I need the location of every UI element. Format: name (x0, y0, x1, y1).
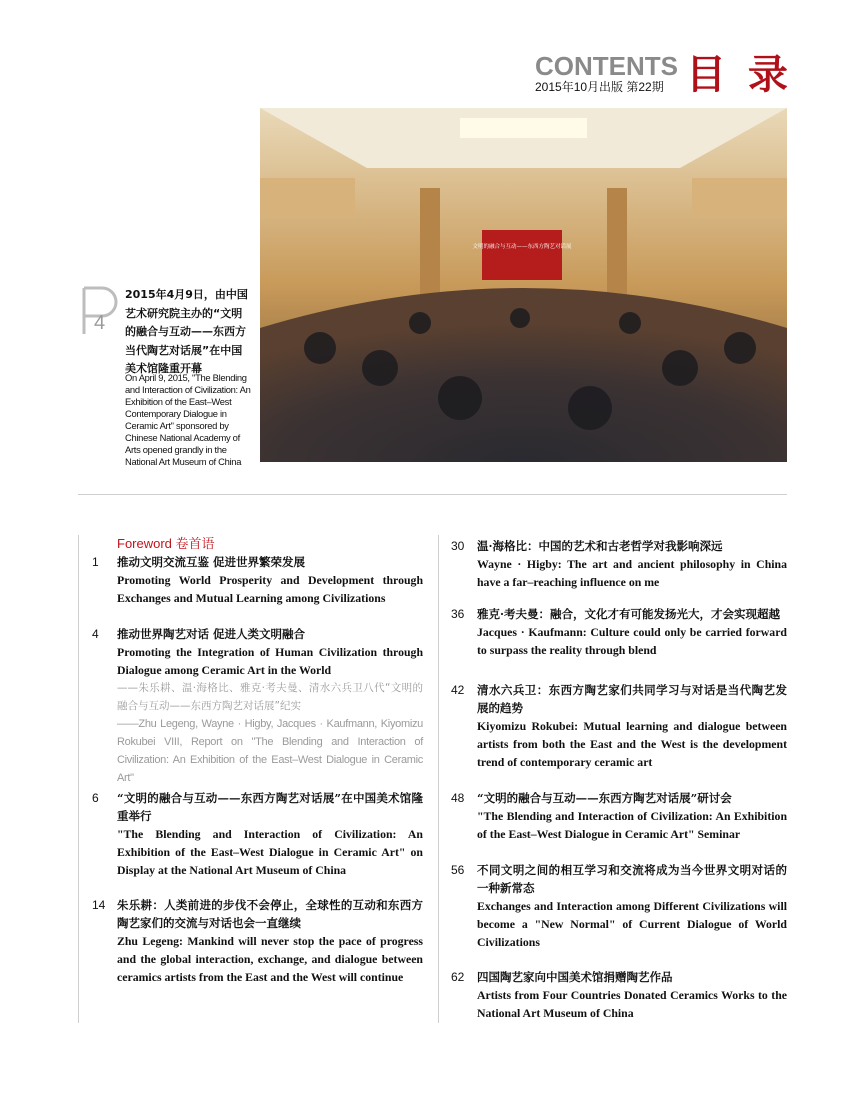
entry-title-cn: “文明的融合与互动——东西方陶艺对话展”在中国美术馆隆重举行 (117, 791, 423, 823)
toc-entry[interactable] (477, 681, 787, 771)
entry-page-number: 1 (92, 555, 99, 569)
entry-title-cn: 四国陶艺家向中国美术馆捐赠陶艺作品 (477, 970, 673, 984)
horizontal-divider (78, 494, 787, 495)
entry-title-en: "The Blending and Interaction of Civilization: An Exhibition of the East–West Dialogue in Ceramic Art" Seminar (477, 809, 787, 841)
toc-entry[interactable] (117, 625, 423, 787)
entry-title-cn: “文明的融合与互动——东西方陶艺对话展”研讨会 (477, 791, 732, 805)
entry-title-en: Artists from Four Countries Donated Ceramics Works to the National Art Museum of China (477, 988, 787, 1020)
entry-title-cn: 推动世界陶艺对话 促进人类文明融合 (117, 627, 306, 641)
toc-entry[interactable] (477, 861, 787, 951)
caption-page-number: 4 (94, 312, 106, 334)
entry-page-number: 42 (451, 683, 465, 697)
entry-title-en: Kiyomizu Rokubei: Mutual learning and dialogue between artists from both the East and the West is the development trend of contemporary ceramic art (477, 719, 787, 769)
entry-title-cn: 不同文明之间的相互学习和交流将成为当今世界文明对话的一种新常态 (477, 863, 787, 895)
mulu-heading: 目 录 (686, 52, 788, 98)
entry-subtitle-cn: ——朱乐耕、温·海格比、雅克·考夫曼、清水六兵卫八代“文明的融合与互动——东西方陶艺对话展”纪实 (117, 682, 423, 712)
entry-page-number: 48 (451, 791, 465, 805)
toc-entry[interactable] (117, 789, 423, 879)
entry-page-number: 6 (92, 791, 99, 805)
toc-entry[interactable] (117, 896, 423, 986)
entry-title-cn: 朱乐耕：人类前进的步伐不会停止，全球性的互动和东西方陶艺家们的交流与对话也会一直继续 (117, 898, 423, 930)
entry-title-cn: 推动文明交流互鉴 促进世界繁荣发展 (117, 555, 306, 569)
entry-title-cn: 雅克·考夫曼：融合，文化才有可能发扬光大，才会实现超越 (477, 607, 781, 621)
issue-date: 2015年10月出版 第22期 (535, 80, 664, 94)
entry-title-en: Promoting World Prosperity and Development through Exchanges and Mutual Learning among Civilizations (117, 573, 423, 605)
entry-title-cn: 清水六兵卫：东西方陶艺家们共同学习与对话是当代陶艺发展的趋势 (477, 683, 787, 715)
left-column-rule (78, 535, 79, 1023)
banner-text: 文明的融合与互动——东西方陶艺对话展 (472, 244, 572, 250)
entry-page-number: 62 (451, 970, 465, 984)
entry-page-number: 56 (451, 863, 465, 877)
entry-title-en: Jacques · Kaufmann: Culture could only be carried forward to surpass the reality through blend (477, 625, 787, 657)
caption-english: On April 9, 2015, "The Blending and Interaction of Civilization: An Exhibition of the East–West Contemporary Dialogue in Ceramic Art" sponsored by Chinese National Academy of Arts opened grandly in the National Art Museum of China (125, 372, 251, 467)
page-marker (80, 286, 120, 336)
entry-title-en: Wayne · Higby: The art and ancient philosophy in China have a far–reaching influence on me (477, 557, 787, 589)
exhibition-opening-photo (260, 108, 787, 462)
toc-entry[interactable] (477, 537, 787, 591)
entry-title-en: "The Blending and Interaction of Civilization: An Exhibition of the East–West Dialogue in Ceramic Art" on Display at the National Art Museum of China (117, 827, 423, 877)
entry-title-cn: 温·海格比：中国的艺术和古老哲学对我影响深远 (477, 539, 723, 553)
center-column-rule (438, 535, 439, 1023)
entry-subtitle-en: ——Zhu Legeng, Wayne · Higby, Jacques · Kaufmann, Kiyomizu Rokubei VIII, Report on "The Blending and Interaction of Civilization: An Exhibition of the East–West Dialogue in Ceramic Art" (117, 718, 423, 784)
toc-entry[interactable] (117, 553, 423, 607)
contents-heading: CONTENTS (535, 51, 678, 81)
toc-entry[interactable] (477, 605, 787, 659)
toc-entry[interactable] (477, 968, 787, 1022)
entry-page-number: 14 (92, 898, 106, 912)
entry-title-en: Promoting the Integration of Human Civilization through Dialogue among Ceramic Art in the World (117, 645, 423, 677)
entry-title-en: Zhu Legeng: Mankind will never stop the pace of progress and the global interaction, exchange, and dialogue between ceramics artists from the East and the West will continue (117, 934, 423, 984)
foreword-heading: Foreword 卷首语 (117, 536, 215, 551)
entry-title-en: Exchanges and Interaction among Different Civilizations will become a "New Normal" of Current Dialogue of World Civilizations (477, 899, 787, 949)
entry-page-number: 4 (92, 627, 99, 641)
entry-page-number: 30 (451, 539, 465, 553)
entry-page-number: 36 (451, 607, 465, 621)
toc-entry[interactable] (477, 789, 787, 843)
caption-chinese: 2015年4月9日，由中国艺术研究院主办的“文明的融合与互动——东西方当代陶艺对话展”在中国美术馆隆重开幕 (125, 288, 248, 375)
exhibition-banner (482, 230, 562, 280)
